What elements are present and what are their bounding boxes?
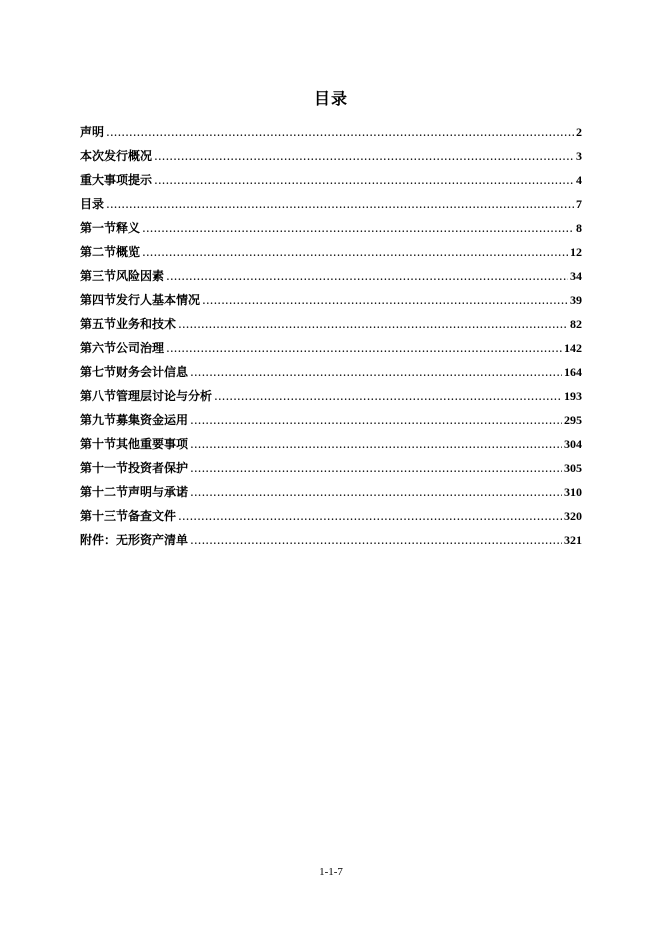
toc-entry-page: 82 [570,317,582,331]
toc-entry[interactable] [80,528,582,552]
toc-entry[interactable] [80,384,582,408]
toc-entry-section-number: 第五节 [80,317,117,331]
toc-entry[interactable] [80,360,582,384]
toc-entry-title: 风险因素 [116,269,165,283]
toc-entry-page: 2 [576,125,582,139]
toc-entry-title: 募集资金运用 [116,413,189,427]
page-number-footer: 1-1-7 [319,866,343,878]
toc-entry[interactable] [80,216,582,240]
toc-entry-page: 310 [564,485,582,499]
toc-entry[interactable] [80,336,582,360]
toc-entry[interactable] [80,264,582,288]
page-title: 目录 [313,89,348,108]
toc-entry[interactable] [80,192,582,216]
toc-entry[interactable] [80,432,582,456]
toc-entry[interactable] [80,168,582,192]
leader-dots [190,456,562,480]
toc-entry-title: 其他重要事项 [116,437,189,451]
toc-entry-title: 财务会计信息 [116,365,189,379]
toc-entry-title: 发行人基本情况 [116,293,201,307]
toc-entry-page: 34 [570,269,582,283]
leader-dots [202,288,568,312]
leader-dots [142,216,574,240]
toc-entry-page: 320 [564,509,582,523]
toc-entry-section-number: 第一节 [80,221,117,235]
toc-entry-section-number: 第十节 [80,437,117,451]
toc-entry[interactable] [80,120,582,144]
leader-dots [154,144,574,168]
toc-entry-title: 声明与承诺 [128,485,189,499]
toc-entry-page: 193 [564,389,582,403]
toc-entry-title: 附件：无形资产清单 [80,533,189,547]
toc-entry-section-number: 第八节 [80,389,117,403]
toc-entry[interactable] [80,504,582,528]
toc-entry-title: 投资者保护 [128,461,189,475]
leader-dots [106,192,574,216]
leader-dots [214,384,562,408]
toc-entry-section-number: 第六节 [80,341,117,355]
toc-entry-title: 概览 [116,245,141,259]
leader-dots [190,528,562,552]
toc-entry-page: 4 [576,173,582,187]
leader-dots [106,120,574,144]
toc-entry-page: 12 [570,245,582,259]
toc-entry-page: 321 [564,533,582,547]
toc-entry-title: 本次发行概况 [80,149,153,163]
toc-entry-title: 声明 [80,125,105,139]
toc-entry-title: 释义 [116,221,141,235]
toc-entry-page: 39 [570,293,582,307]
toc-entry-page: 304 [564,437,582,451]
toc-entry-section-number: 第三节 [80,269,117,283]
toc-entry[interactable] [80,408,582,432]
toc-entry-title: 业务和技术 [116,317,177,331]
toc-entry-section-number: 第二节 [80,245,117,259]
leader-dots [178,504,562,528]
toc-entry-title: 目录 [80,197,105,211]
toc-entry[interactable] [80,312,582,336]
toc-entry-section-number: 第九节 [80,413,117,427]
toc-entry-title: 公司治理 [116,341,165,355]
leader-dots [166,336,562,360]
leader-dots [190,432,562,456]
toc-entry-page: 305 [564,461,582,475]
leader-dots [166,264,568,288]
toc-entry-page: 164 [564,365,582,379]
leader-dots [190,360,562,384]
toc-entry[interactable] [80,456,582,480]
toc-entry-section-number: 第四节 [80,293,117,307]
leader-dots [190,480,562,504]
toc-entry-title: 备查文件 [128,509,177,523]
leader-dots [178,312,568,336]
leader-dots [154,168,574,192]
table-of-contents [80,120,582,552]
toc-entry-page: 7 [576,197,582,211]
leader-dots [190,408,562,432]
toc-entry-section-number: 第十二节 [80,485,129,499]
toc-entry-section-number: 第十三节 [80,509,129,523]
toc-entry-section-number: 第十一节 [80,461,129,475]
toc-entry-page: 295 [564,413,582,427]
toc-entry-page: 142 [564,341,582,355]
toc-entry-section-number: 第七节 [80,365,117,379]
leader-dots [142,240,568,264]
toc-entry-page: 8 [576,221,582,235]
toc-entry[interactable] [80,240,582,264]
toc-entry[interactable] [80,480,582,504]
toc-entry[interactable] [80,144,582,168]
toc-entry[interactable] [80,288,582,312]
toc-entry-title: 管理层讨论与分析 [116,389,213,403]
toc-entry-title: 重大事项提示 [80,173,153,187]
toc-entry-page: 3 [576,149,582,163]
